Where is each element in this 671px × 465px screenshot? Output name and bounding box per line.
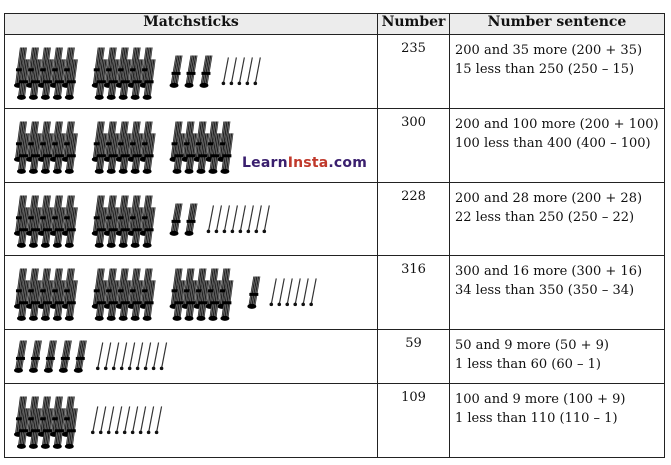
matchsticks-picture xyxy=(5,256,377,329)
hundred-bundle xyxy=(14,195,78,247)
number-cell: 109 xyxy=(378,384,450,458)
sentence-cell xyxy=(450,384,665,458)
hundred-bundle xyxy=(14,121,78,173)
header-row xyxy=(5,14,665,35)
sentence-cell xyxy=(450,35,665,109)
ten-bundle xyxy=(185,55,198,87)
ten-bundle xyxy=(59,341,72,373)
matchsticks-cell xyxy=(5,256,378,330)
ten-bundle xyxy=(44,341,57,373)
matchsticks-cell xyxy=(5,182,378,256)
ten-bundle xyxy=(29,341,42,373)
hundred-bundle xyxy=(92,121,156,173)
sentence-line: 300 and 16 more (300 + 16) xyxy=(455,264,643,280)
table-row xyxy=(5,108,665,182)
matchsticks-table xyxy=(4,13,665,458)
ten-bundle xyxy=(199,55,212,87)
sentence-line: 22 less than 250 (250 – 22) xyxy=(455,209,635,225)
sentence-line: 1 less than 110 (110 – 1) xyxy=(455,411,618,427)
loose-matchsticks xyxy=(96,343,167,371)
sentence-line: 34 less than 350 (350 – 34) xyxy=(455,283,635,299)
matchsticks-cell xyxy=(5,330,378,384)
hundred-bundle xyxy=(92,47,156,99)
matchsticks-cell xyxy=(5,108,378,182)
sentence-cell xyxy=(450,256,665,330)
hundred-bundle xyxy=(14,396,78,448)
matchsticks-picture xyxy=(5,183,377,256)
matchsticks-picture xyxy=(5,35,377,108)
watermark-text: Learn xyxy=(242,155,288,171)
sentence-line: 200 and 28 more (200 + 28) xyxy=(455,190,643,206)
number-cell: 228 xyxy=(378,182,450,256)
table-row xyxy=(5,256,665,330)
ten-bundle xyxy=(247,277,260,309)
table-row xyxy=(5,330,665,384)
table-row xyxy=(5,35,665,109)
table-row xyxy=(5,182,665,256)
sentence-line: 100 less than 400 (400 – 100) xyxy=(455,135,651,151)
sentence-line: 1 less than 60 (60 – 1) xyxy=(455,357,601,373)
ten-bundle xyxy=(74,341,87,373)
number-cell: 316 xyxy=(378,256,450,330)
loose-matchsticks xyxy=(222,57,261,85)
header-number-sentence: Number sentence xyxy=(450,14,665,35)
hundred-bundle xyxy=(92,195,156,247)
ten-bundle xyxy=(14,341,27,373)
sentence-line: 100 and 9 more (100 + 9) xyxy=(455,392,626,408)
sentence-cell xyxy=(450,108,665,182)
header-matchsticks: Matchsticks xyxy=(5,14,378,35)
sentence-line: 200 and 100 more (200 + 100) xyxy=(455,116,659,132)
ten-bundle xyxy=(185,203,198,235)
table-row xyxy=(5,384,665,458)
hundred-bundle xyxy=(170,269,234,321)
watermark-logo xyxy=(242,155,367,171)
sentence-line: 50 and 9 more (50 + 9) xyxy=(455,338,609,354)
matchsticks-picture xyxy=(5,384,377,457)
sentence-line: 200 and 35 more (200 + 35) xyxy=(455,43,643,58)
loose-matchsticks xyxy=(207,205,270,233)
loose-matchsticks xyxy=(91,406,162,434)
ten-bundle xyxy=(170,55,183,87)
hundred-bundle xyxy=(170,121,234,173)
matchsticks-picture xyxy=(5,330,377,383)
number-cell: 59 xyxy=(378,330,450,384)
hundred-bundle xyxy=(92,269,156,321)
header-number: Number xyxy=(378,14,450,35)
loose-matchsticks xyxy=(269,279,316,307)
ten-bundle xyxy=(170,203,183,235)
hundred-bundle xyxy=(14,47,78,99)
matchsticks-cell xyxy=(5,35,378,109)
sentence-cell xyxy=(450,182,665,256)
number-cell: 235 xyxy=(378,35,450,109)
watermark-text: .com xyxy=(328,155,368,171)
matchsticks-cell xyxy=(5,384,378,458)
watermark-text: Insta xyxy=(287,155,329,171)
number-cell: 300 xyxy=(378,108,450,182)
hundred-bundle xyxy=(14,269,78,321)
sentence-line: 15 less than 250 (250 – 15) xyxy=(455,62,635,77)
sentence-cell xyxy=(450,330,665,384)
